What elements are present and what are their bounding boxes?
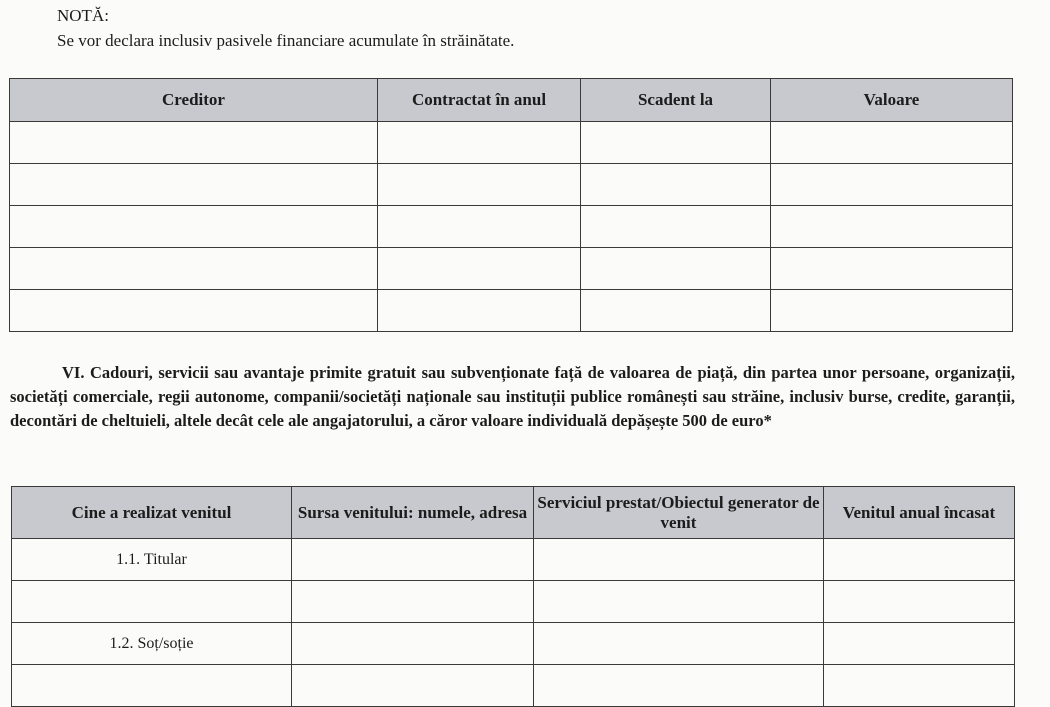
table-cell (824, 623, 1015, 665)
table-cell (534, 665, 824, 707)
table-row (10, 122, 1013, 164)
header-creditor: Creditor (10, 79, 378, 122)
table-row (10, 248, 1013, 290)
debts-table (9, 78, 1013, 332)
table-cell (771, 206, 1013, 248)
table-cell (10, 164, 378, 206)
table-cell (10, 248, 378, 290)
table-cell (534, 581, 824, 623)
table-row (12, 539, 1015, 581)
header-due-date: Scadent la (581, 79, 771, 122)
table-cell (581, 206, 771, 248)
debts-table-header-row (10, 79, 1013, 122)
table-cell (581, 164, 771, 206)
table-cell (378, 206, 581, 248)
note-title: NOTĂ: (57, 6, 109, 25)
row-label-spouse: 1.2. Soț/soție (12, 623, 292, 665)
table-cell (292, 623, 534, 665)
table-row (10, 206, 1013, 248)
table-cell (12, 581, 292, 623)
header-contract-year: Contractat în anul (378, 79, 581, 122)
table-row (12, 623, 1015, 665)
table-cell (292, 665, 534, 707)
table-row (10, 164, 1013, 206)
note-text: Se vor declara inclusiv pasivele financiare acumulate în străinătate. (57, 31, 515, 50)
table-cell (10, 206, 378, 248)
header-who-earned: Cine a realizat venitul (12, 487, 292, 539)
row-label-titular: 1.1. Titular (12, 539, 292, 581)
table-cell (292, 539, 534, 581)
table-row (12, 581, 1015, 623)
table-cell (10, 290, 378, 332)
table-cell (378, 122, 581, 164)
table-cell (824, 581, 1015, 623)
table-cell (292, 581, 534, 623)
table-cell (771, 248, 1013, 290)
section-vi-heading: VI. Cadouri, servicii sau avantaje primite gratuit sau subvenționate față de valoarea de piață, din partea unor persoane, organizații, societăți comerciale, regii autonome, companii/societăți naționale sau instituții publice românești sau străine, inclusiv burse, credite, garanții, decontări de cheltuieli, altele decât cele ale angajatorului, a căror valoare individuală depășește 500 de euro* (10, 363, 1015, 430)
header-annual-income: Venitul anual încasat (824, 487, 1015, 539)
table-cell (378, 290, 581, 332)
table-cell (771, 122, 1013, 164)
table-cell (581, 122, 771, 164)
table-cell (824, 665, 1015, 707)
table-cell (581, 248, 771, 290)
table-cell (581, 290, 771, 332)
table-cell (10, 122, 378, 164)
table-cell (824, 539, 1015, 581)
table-row (12, 665, 1015, 707)
table-cell (12, 665, 292, 707)
table-cell (534, 539, 824, 581)
header-value: Valoare (771, 79, 1013, 122)
table-cell (534, 623, 824, 665)
gifts-table (11, 486, 1015, 707)
header-service-object: Serviciul prestat/Obiectul generator de venit (534, 487, 824, 539)
gifts-table-header-row (12, 487, 1015, 539)
table-cell (771, 164, 1013, 206)
header-income-source: Sursa venitului: numele, adresa (292, 487, 534, 539)
table-cell (378, 164, 581, 206)
table-cell (378, 248, 581, 290)
table-row (10, 290, 1013, 332)
table-cell (771, 290, 1013, 332)
